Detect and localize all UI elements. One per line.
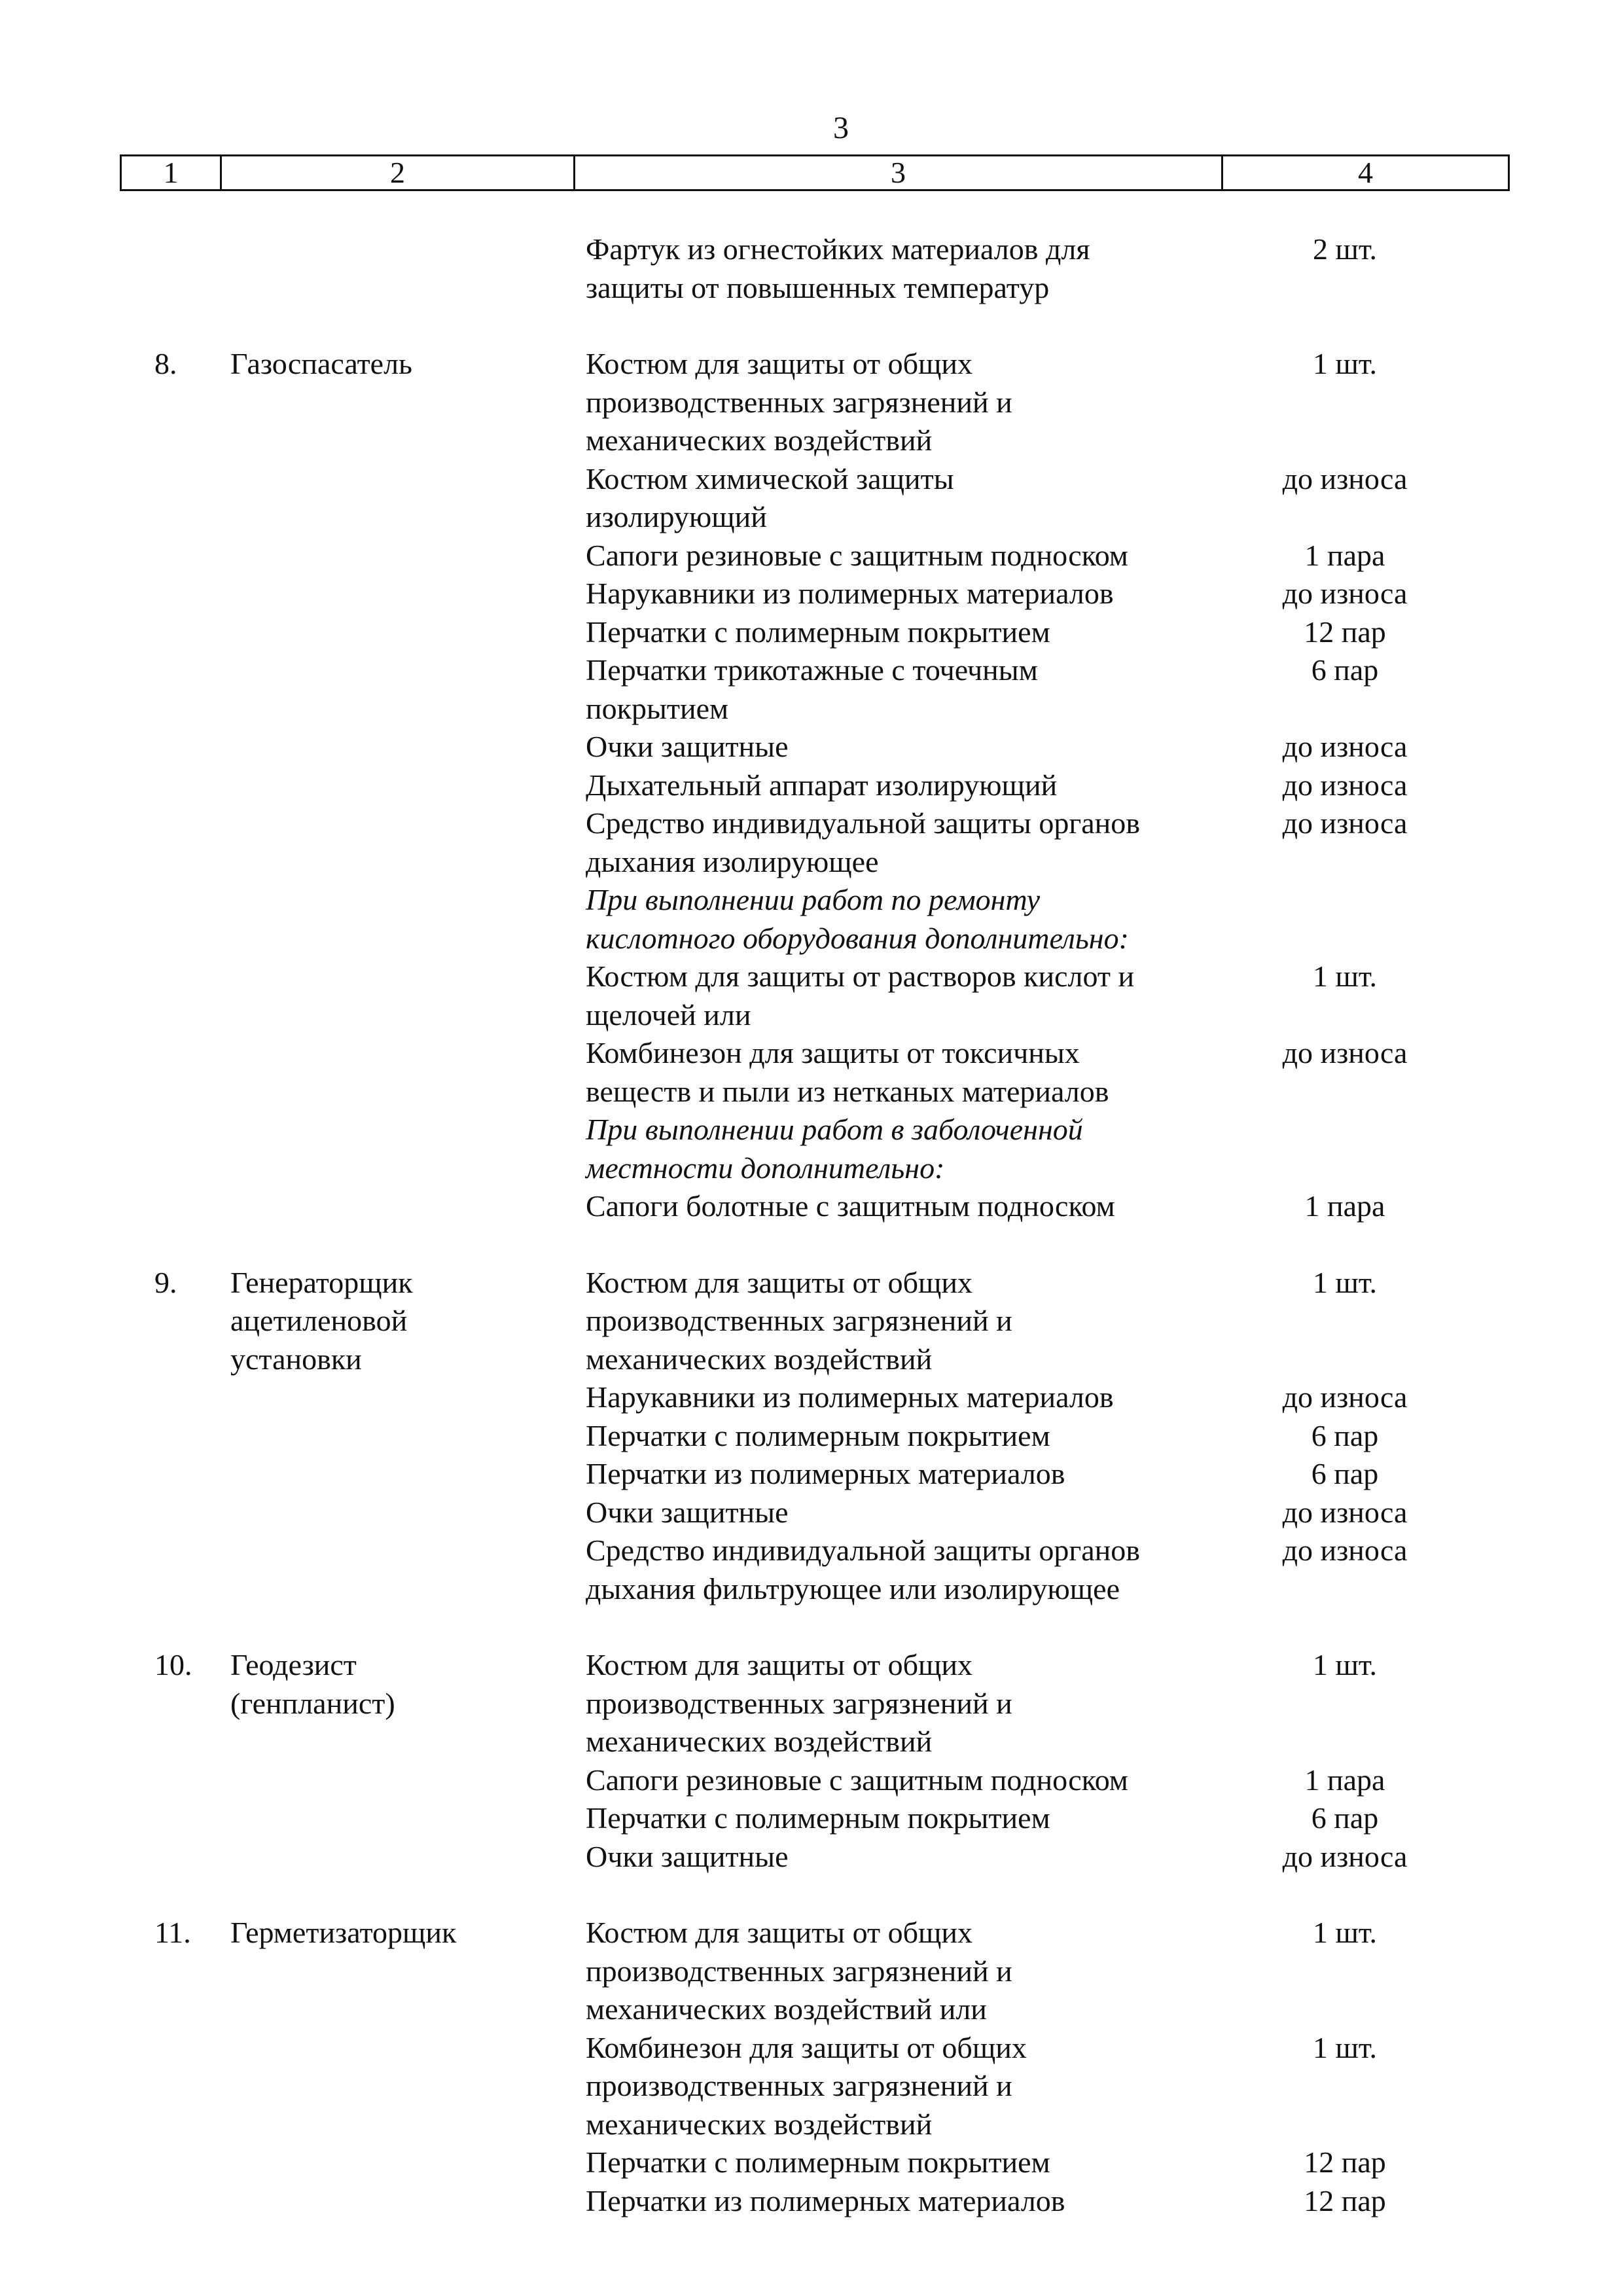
item-quantity: 6 пар xyxy=(1311,1418,1379,1452)
table-body xyxy=(0,230,1623,2258)
item-quantity: 2 шт. xyxy=(1312,232,1378,266)
item-quantity: до износа xyxy=(1282,1839,1408,1873)
items-list xyxy=(586,230,1515,307)
items-list xyxy=(586,1264,1515,1609)
item-quantity xyxy=(1214,1111,1476,1187)
item-name: Перчатки трикотажные с точечным покрытием xyxy=(586,653,1038,725)
list-item xyxy=(586,1034,1515,1111)
list-item xyxy=(586,1455,1515,1494)
list-item xyxy=(586,1799,1515,1838)
item-name: Комбинезон для защиты от токсичных веществ и пыли из нетканых материалов xyxy=(586,1036,1109,1108)
list-item xyxy=(586,958,1515,1034)
item-name: Фартук из огнестойких материалов для защиты от повышенных температур xyxy=(586,232,1090,304)
item-name: Костюм химической защиты изолирующий xyxy=(586,461,954,533)
item-name: Костюм для защиты от общих производственных загрязнений и механических воздействий xyxy=(586,347,1012,457)
list-item xyxy=(586,1187,1515,1226)
item-name: Нарукавники из полимерных материалов xyxy=(586,577,1114,610)
header-cell-2: 2 xyxy=(220,156,573,189)
row-number: 8. xyxy=(154,347,177,380)
list-item xyxy=(586,1111,1515,1187)
item-name: Очки защитные xyxy=(586,1839,789,1873)
list-item xyxy=(586,728,1515,766)
list-item xyxy=(586,613,1515,652)
item-quantity: 12 пар xyxy=(1304,615,1386,649)
item-name: Нарукавники из полимерных материалов xyxy=(586,1380,1114,1414)
item-name: Костюм для защиты от растворов кислот и щелочей или xyxy=(586,960,1135,1031)
list-item xyxy=(586,1532,1515,1608)
table-group xyxy=(0,1914,1623,2220)
profession-name: Геодезист (генпланист) xyxy=(230,1648,395,1720)
item-quantity: до износа xyxy=(1282,1036,1408,1069)
item-quantity: до износа xyxy=(1282,768,1408,802)
item-name: Костюм для защиты от общих производственных загрязнений и механических воздействий xyxy=(586,1648,1012,1758)
item-quantity: 1 шт. xyxy=(1312,2030,1378,2064)
item-name: Костюм для защиты от общих производственных загрязнений и механических воздействий xyxy=(586,1265,1012,1376)
item-quantity: 1 пара xyxy=(1304,538,1385,572)
item-name: Перчатки из полимерных материалов xyxy=(586,1457,1065,1490)
item-quantity: 6 пар xyxy=(1311,653,1379,687)
item-quantity: 1 пара xyxy=(1304,1189,1385,1223)
item-quantity: 1 шт. xyxy=(1312,960,1378,993)
header-cell-1: 1 xyxy=(163,156,179,189)
item-name: Очки защитные xyxy=(586,730,789,763)
list-item xyxy=(586,345,1515,460)
table-group xyxy=(0,1646,1623,1876)
profession-name: Генераторщик ацетиленовой установки xyxy=(230,1265,413,1376)
item-quantity: 1 шт. xyxy=(1312,1265,1378,1299)
item-quantity: 6 пар xyxy=(1311,1457,1379,1490)
list-item xyxy=(586,651,1515,728)
item-quantity: до износа xyxy=(1282,461,1408,495)
item-quantity: 6 пар xyxy=(1311,1801,1379,1835)
item-quantity: до износа xyxy=(1282,1495,1408,1529)
item-quantity: 12 пар xyxy=(1304,2183,1386,2217)
item-name: Очки защитные xyxy=(586,1495,789,1529)
list-item xyxy=(586,1838,1515,1876)
list-item xyxy=(586,460,1515,537)
list-item xyxy=(586,1378,1515,1417)
list-item xyxy=(586,2182,1515,2221)
table-header-row xyxy=(120,154,1510,191)
list-item xyxy=(586,2029,1515,2144)
item-name: Перчатки с полимерным покрытием xyxy=(586,2145,1050,2179)
list-item xyxy=(586,537,1515,575)
items-list xyxy=(586,345,1515,1226)
list-item xyxy=(586,881,1515,958)
list-item xyxy=(586,1264,1515,1379)
list-item xyxy=(586,230,1515,307)
list-item xyxy=(586,1761,1515,1800)
item-name: Сапоги болотные с защитным подноском xyxy=(586,1189,1115,1223)
items-list xyxy=(586,1646,1515,1876)
item-name: При выполнении работ по ремонту кислотного оборудования дополнительно: xyxy=(586,883,1129,955)
items-list xyxy=(586,1914,1515,2220)
header-cell-3: 3 xyxy=(573,156,1221,189)
item-quantity: 1 пара xyxy=(1304,1763,1385,1797)
item-name: Перчатки с полимерным покрытием xyxy=(586,1418,1050,1452)
profession-name: Герметизаторщик xyxy=(230,1916,457,1949)
list-item xyxy=(586,804,1515,881)
item-name: Сапоги резиновые с защитным подноском xyxy=(586,538,1128,572)
row-number: 11. xyxy=(154,1916,191,1949)
page-number: 3 xyxy=(833,111,849,145)
item-quantity: до износа xyxy=(1282,577,1408,610)
item-name: Перчатки с полимерным покрытием xyxy=(586,615,1050,649)
row-number: 9. xyxy=(154,1265,177,1299)
table-group xyxy=(0,1264,1623,1609)
item-name: Средство индивидуальной защиты органов дыхания фильтрующее или изолирующее xyxy=(586,1534,1140,1605)
item-name: Средство индивидуальной защиты органов дыхания изолирующее xyxy=(586,806,1140,878)
item-quantity: 1 шт. xyxy=(1312,347,1378,380)
list-item xyxy=(586,1914,1515,2029)
list-item xyxy=(586,1494,1515,1532)
item-name: Перчатки с полимерным покрытием xyxy=(586,1801,1050,1835)
row-number: 10. xyxy=(154,1648,192,1681)
item-quantity: 12 пар xyxy=(1304,2145,1386,2179)
list-item xyxy=(586,2144,1515,2182)
item-quantity: 1 шт. xyxy=(1312,1916,1378,1949)
item-quantity: до износа xyxy=(1282,1534,1408,1567)
item-name: Комбинезон для защиты от общих производственных загрязнений и механических воздействий xyxy=(586,2030,1027,2141)
item-name: Костюм для защиты от общих производственных загрязнений и механических воздействий или xyxy=(586,1916,1012,2026)
item-quantity xyxy=(1214,881,1476,958)
item-quantity: до износа xyxy=(1282,806,1408,840)
item-name: При выполнении работ в заболоченной местности дополнительно: xyxy=(586,1113,1083,1185)
item-quantity: 1 шт. xyxy=(1312,1648,1378,1681)
table-group xyxy=(0,230,1623,307)
item-quantity: до износа xyxy=(1282,1380,1408,1414)
list-item xyxy=(586,575,1515,613)
item-name: Перчатки из полимерных материалов xyxy=(586,2183,1065,2217)
list-item xyxy=(586,1646,1515,1761)
list-item xyxy=(586,1417,1515,1456)
list-item xyxy=(586,766,1515,805)
item-quantity: до износа xyxy=(1282,730,1408,763)
header-cell-4: 4 xyxy=(1221,156,1508,189)
table-group xyxy=(0,345,1623,1226)
item-name: Дыхательный аппарат изолирующий xyxy=(586,768,1058,802)
profession-name: Газоспасатель xyxy=(230,347,413,380)
item-name: Сапоги резиновые с защитным подноском xyxy=(586,1763,1128,1797)
